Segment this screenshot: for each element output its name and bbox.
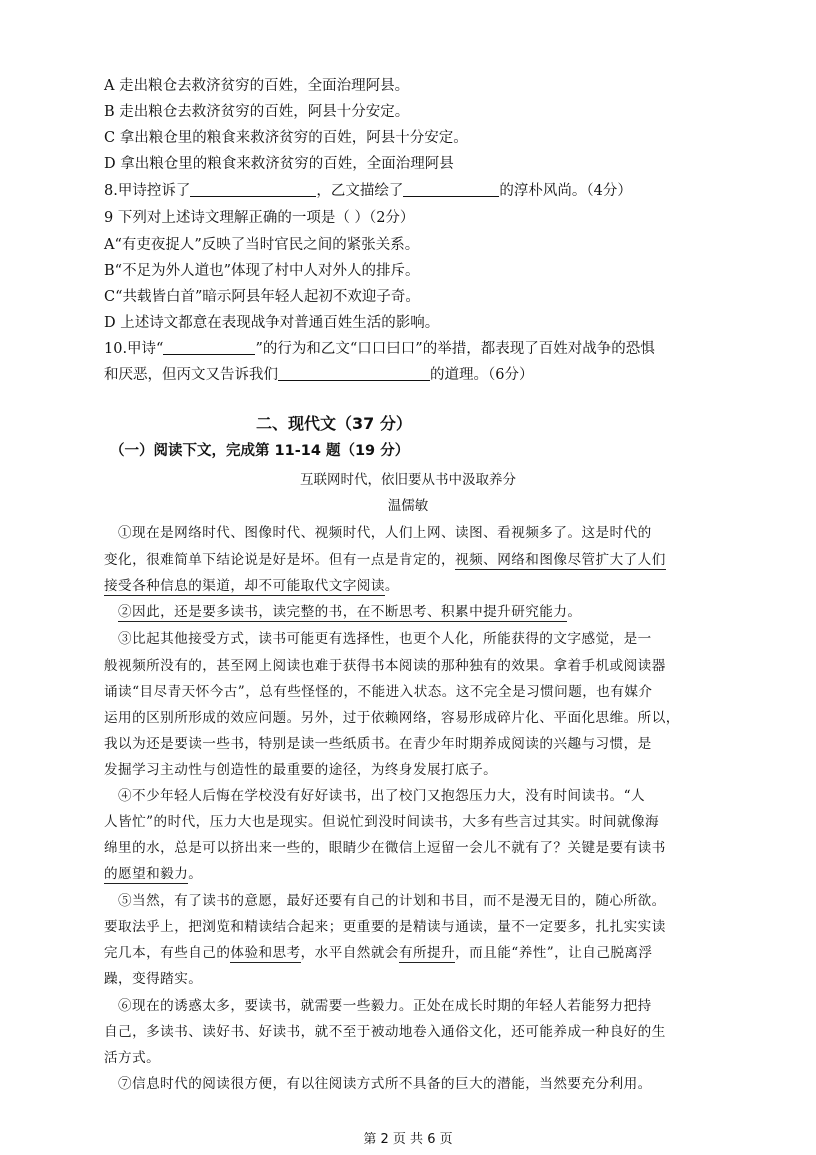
paragraph-3-line-5: 我以为还是要读一些书，特别是读一些纸质书。在青少年时期养成阅读的兴趣与习惯，是 bbox=[104, 736, 652, 752]
q7-option-d: D 拿出粮仓里的粮食来救济贫穷的百姓，全面治理阿县 bbox=[104, 156, 454, 172]
paragraph-3-line-1: ③比起其他接受方式，读书可能更有选择性，也更个人化，所能获得的文字感觉，是一 bbox=[118, 631, 652, 647]
p5-underlined-2: 有所提升 bbox=[398, 945, 456, 961]
article-title: 互联网时代，依旧要从书中汲取养分 bbox=[300, 472, 516, 488]
q8-text-2: ，乙文描绘了 bbox=[316, 183, 404, 199]
p2-end: 。 bbox=[567, 604, 582, 620]
section-title: 二、现代文（37 分） bbox=[256, 414, 412, 433]
paragraph-3-line-2: 般视频所没有的，甚至网上阅读也难于获得书本阅读的那种独有的效果。拿着手机或阅读器 bbox=[104, 658, 666, 674]
paragraph-5-line-2: 要取法乎上，把浏览和精读结合起来；更重要的是精读与通读，量不一定要多，扎扎实实读 bbox=[104, 919, 666, 935]
page-footer: 第 2 页 共 6 页 bbox=[363, 1132, 453, 1147]
q10-text-1: 10.甲诗“ bbox=[104, 341, 164, 357]
q9-option-b: B“不足为外人道也”体现了村中人对外人的排斥。 bbox=[104, 263, 420, 279]
paragraph-5-line-4: 躁，变得踏实。 bbox=[104, 971, 203, 987]
q8-text-1: 8.甲诗控诉了 bbox=[104, 183, 191, 199]
p1-text: 变化，很难简单下结论说是好是坏。但有一点是肯定的， bbox=[104, 552, 456, 568]
q10-blank-2[interactable] bbox=[278, 366, 430, 381]
q9-option-c: C“共载皆白首”暗示阿县年轻人起初不欢迎子奇。 bbox=[104, 289, 420, 305]
paragraph-6-line-2: 自己，多读书、读好书、好读书，就不至于被动地卷入通俗文化，还可能养成一种良好的生 bbox=[104, 1024, 666, 1040]
p5-underlined-1: 体验和思考 bbox=[230, 945, 301, 961]
paragraph-4-line-4 bbox=[104, 862, 202, 882]
paragraph-3-line-3: 诵读“目尽青天怀今古”，总有些怪怪的，不能进入状态。这不完全是习惯问题，也有媒介 bbox=[104, 684, 653, 700]
question-9: 9 下列对上述诗文理解正确的一项是（ ）（2分） bbox=[104, 210, 415, 226]
paragraph-2 bbox=[118, 600, 581, 620]
section-subtitle: （一）阅读下文，完成第 11-14 题（19 分） bbox=[110, 443, 410, 459]
paragraph-3-line-4: 运用的区别所形成的效应问题。另外，过于依赖网络，容易形成碎片化、平面化思维。所以， bbox=[104, 710, 680, 726]
p1-underlined-1: 视频、网络和图像尽管扩大了人们 bbox=[455, 552, 666, 568]
p2-underlined: ②因此，还是要多读书，读完整的书，在不断思考、积累中提升研究能力 bbox=[118, 604, 568, 620]
q9-option-d: D 上述诗文都意在表现战争对普通百姓生活的影响。 bbox=[104, 315, 440, 331]
q7-option-a: A 走出粮仓去救济贫穷的百姓，全面治理阿县。 bbox=[104, 78, 410, 94]
q9-option-a: A“有吏夜捉人”反映了当时官民之间的紧张关系。 bbox=[104, 237, 420, 253]
q8-blank-2[interactable] bbox=[403, 182, 499, 197]
q8-blank-1[interactable] bbox=[190, 182, 316, 197]
question-10-line-1 bbox=[104, 337, 655, 358]
p1-end: 。 bbox=[384, 578, 399, 594]
q7-option-c: C 拿出粮仓里的粮食来救济贫穷的百姓，阿县十分安定。 bbox=[104, 130, 468, 146]
q10-blank-1[interactable] bbox=[163, 340, 255, 355]
paragraph-1-line-3 bbox=[104, 574, 399, 594]
q10-text-3: 和厌恶，但丙文又告诉我们 bbox=[104, 367, 278, 383]
paragraph-6-line-3: 活方式。 bbox=[104, 1050, 161, 1066]
q10-text-4: 的道理。（6分） bbox=[430, 367, 534, 383]
paragraph-1-line-2 bbox=[104, 548, 666, 568]
paragraph-7-line-1: ⑦信息时代的阅读很方便，有以往阅读方式所不具备的巨大的潜能，当然要充分利用。 bbox=[118, 1076, 652, 1092]
p4-end: 。 bbox=[188, 866, 203, 882]
paragraph-4-line-1: ④不少年轻人后悔在学校没有好好读书，出了校门又抱怨压力大，没有时间读书。“人 bbox=[118, 788, 646, 804]
paragraph-5-line-3 bbox=[104, 941, 653, 961]
paragraph-1-line-1: ①现在是网络时代、图像时代、视频时代，人们上网、读图、看视频多了。这是时代的 bbox=[118, 525, 652, 541]
p4-underlined: 的愿望和毅力 bbox=[104, 866, 189, 882]
q7-option-b: B 走出粮仓去救济贫穷的百姓，阿县十分安定。 bbox=[104, 104, 410, 120]
paragraph-3-line-6: 发掘学习主动性与创造性的最重要的途径，为终身发展打底子。 bbox=[104, 762, 498, 778]
paragraph-4-line-3: 绵里的水，总是可以挤出来一些的，眼睛少在微信上逗留一会儿不就有了？关键是要有读书 bbox=[104, 840, 666, 856]
q10-text-2: ”的行为和乙文“口口曰口”的举措，都表现了百姓对战争的恐惧 bbox=[255, 341, 655, 357]
p5-text-1: 完几本，有些自己的 bbox=[104, 945, 231, 961]
article-author: 温儒敏 bbox=[387, 498, 429, 514]
p5-text-3: ，而且能“养性”，让自己脱离浮 bbox=[455, 945, 653, 961]
paragraph-6-line-1: ⑥现在的诱惑太多，要读书，就需要一些毅力。正处在成长时期的年轻人若能努力把持 bbox=[118, 998, 652, 1014]
paragraph-4-line-2: 人皆忙”的时代，压力大也是现实。但说忙到没时间读书，大多有些言过其实。时间就像海 bbox=[104, 814, 660, 830]
question-10-line-2 bbox=[104, 363, 533, 384]
p5-text-2: ，水平自然就会 bbox=[300, 945, 399, 961]
q8-text-3: 的淳朴风尚。（4分） bbox=[499, 183, 632, 199]
question-8 bbox=[104, 179, 632, 200]
p1-underlined-2: 接受各种信息的渠道，却不可能取代文字阅读 bbox=[104, 578, 385, 594]
paragraph-5-line-1: ⑤当然，有了读书的意愿，最好还要有自己的计划和书目，而不是漫无目的，随心所欲。 bbox=[118, 893, 666, 909]
